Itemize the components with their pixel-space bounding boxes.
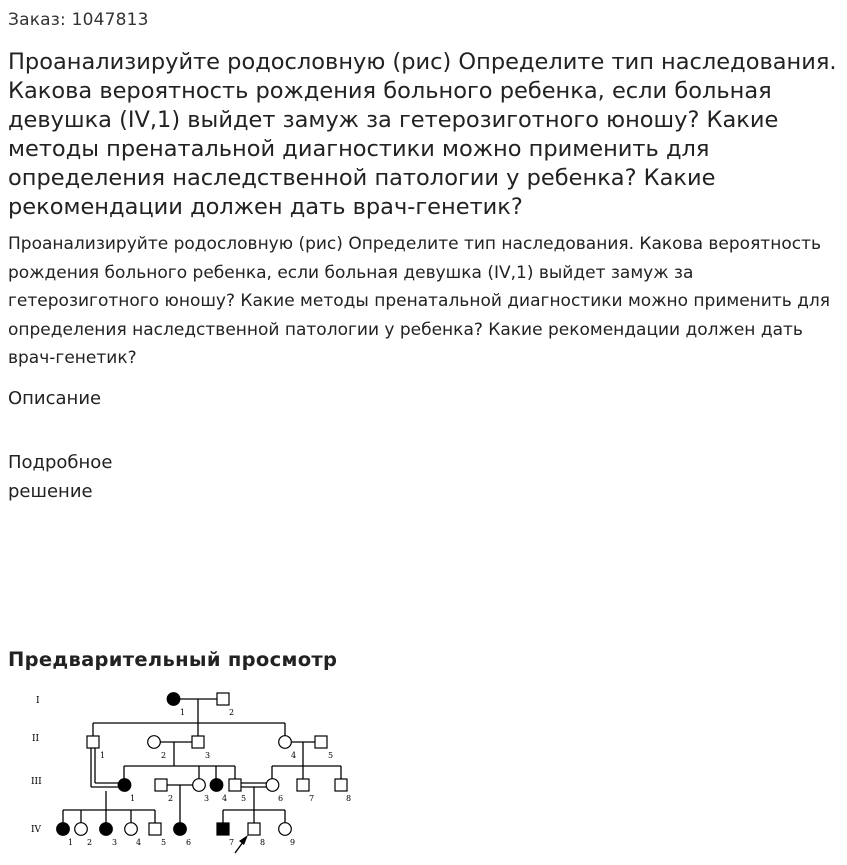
pedigree-female <box>75 823 88 836</box>
generation-label: I <box>36 696 40 706</box>
pedigree-female <box>125 823 138 836</box>
pedigree-female-affected <box>210 779 223 792</box>
individual-number: 4 <box>136 838 142 847</box>
pedigree-female <box>266 779 279 792</box>
individual-number: 4 <box>291 751 297 760</box>
individual-number: 5 <box>161 838 167 847</box>
individual-number: 4 <box>222 794 228 803</box>
individual-number: 6 <box>278 794 284 803</box>
individual-number: 5 <box>241 794 247 803</box>
individual-number: 1 <box>100 751 106 760</box>
generation-label: II <box>32 734 40 744</box>
individual-number: 3 <box>112 838 118 847</box>
individual-number: 6 <box>186 838 192 847</box>
pedigree-male <box>248 823 260 835</box>
individual-number: 2 <box>229 708 235 717</box>
pedigree-female-affected <box>174 823 187 836</box>
pedigree-female <box>148 736 161 749</box>
pedigree-male <box>297 779 309 791</box>
pedigree-male <box>192 736 204 748</box>
individual-number: 2 <box>87 838 93 847</box>
pedigree-female-affected <box>118 779 131 792</box>
individual-number: 2 <box>161 751 167 760</box>
pedigree-male <box>335 779 347 791</box>
question-body: Проанализируйте родословную (рис) Определите тип наследования. Какова вероятность рождения больного ребенка, если больная девушка (IV,1) выйдет замуж за гетерозиготного юношу? Какие методы пренатальной диагностики можно применить для определения наследственной патологии у ребенка? Какие рекомендации должен дать врач-генетик? <box>8 234 831 369</box>
individual-number: 8 <box>260 838 266 847</box>
individual-number: 1 <box>180 708 186 717</box>
generation-label: IV <box>31 825 42 835</box>
individual-number: 1 <box>68 838 74 847</box>
individual-number: 5 <box>328 751 334 760</box>
pedigree-female-affected <box>167 693 180 706</box>
individual-number: 3 <box>204 794 210 803</box>
description-label: Описание <box>8 388 102 409</box>
generation-label: III <box>31 777 42 787</box>
individual-number: 7 <box>229 838 235 847</box>
pedigree-female <box>193 779 206 792</box>
question-title: Проанализируйте родословную (рис) Определите тип наследования. Какова вероятность рождения больного ребенка, если больная девушка (IV,1) выйдет замуж за гетерозиготного юношу? Какие методы пренатальной диагностики можно применить для определения наследственной патологии у ребенка? Какие рекомендации должен дать врач-генетик? <box>8 49 837 220</box>
individual-number: 7 <box>309 794 315 803</box>
pedigree-chart <box>28 688 358 858</box>
proband-arrow-icon <box>235 835 248 853</box>
individual-number: 1 <box>130 794 136 803</box>
pedigree-female-affected <box>100 823 113 836</box>
preview-heading: Предварительный просмотр <box>8 648 338 671</box>
individual-number: 8 <box>346 794 352 803</box>
pedigree-female <box>279 736 292 749</box>
order-number: Заказ: 1047813 <box>8 10 149 30</box>
pedigree-male <box>87 736 99 748</box>
pedigree-male <box>315 736 327 748</box>
detailed-solution-label: Подробное решение <box>8 452 113 502</box>
pedigree-male-affected <box>217 823 229 835</box>
pedigree-male <box>149 823 161 835</box>
individual-number: 9 <box>290 838 296 847</box>
pedigree-male <box>229 779 241 791</box>
individual-number: 3 <box>205 751 211 760</box>
pedigree-male <box>155 779 167 791</box>
pedigree-female-affected <box>57 823 70 836</box>
pedigree-male <box>217 693 229 705</box>
pedigree-female <box>279 823 292 836</box>
individual-number: 2 <box>168 794 174 803</box>
